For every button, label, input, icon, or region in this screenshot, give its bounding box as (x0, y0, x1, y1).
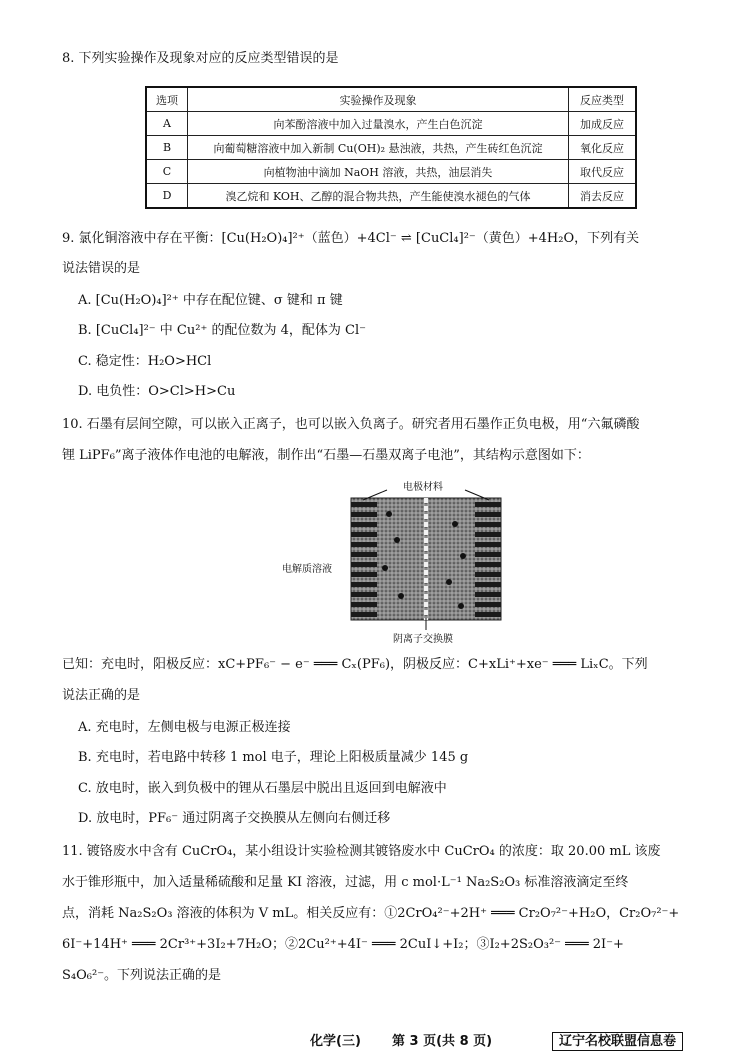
q9-stem-line2: 说法错误的是 (62, 261, 141, 276)
table-header-row (146, 87, 636, 112)
q11-line4: 6I⁻+14H⁺ ═══ 2Cr³⁺+3I₂+7H₂O；②2Cu²⁺+4I⁻ ═══ 2CuI↓+I₂；③I₂+2S₂O₃²⁻ ═══ 2I⁻+ (62, 937, 624, 952)
table-row (146, 160, 636, 184)
table-cell: D (146, 184, 188, 209)
footer-brand: 辽宁名校联盟信息卷 (552, 1032, 683, 1051)
q9-option-d: D. 电负性：O>Cl>H>Cu (78, 384, 236, 399)
q9-option-c: C. 稳定性：H₂O>HCl (78, 354, 212, 369)
q10-option-b: B. 充电时，若电路中转移 1 mol 电子，理论上阳极质量减少 145 g (78, 750, 469, 765)
q10-stem-line1: 10. 石墨有层间空隙，可以嵌入正离子，也可以嵌入负离子。研究者用石墨作正负电极，用“六氟磷酸 (62, 417, 640, 432)
q9-option-a: A. [Cu(H₂O)₄]²⁺ 中存在配位键、σ 键和 π 键 (78, 293, 343, 308)
q11-line3: 点，消耗 Na₂S₂O₃ 溶液的体积为 V mL。相关反应有：①2CrO₄²⁻+2H⁺ ═══ Cr₂O₇²⁻+H₂O，Cr₂O₇²⁻+ (62, 906, 680, 921)
table-header: 反应类型 (569, 87, 637, 112)
table-cell: 溴乙烷和 KOH、乙醇的混合物共热，产生能使溴水褪色的气体 (188, 184, 569, 209)
table-header: 选项 (146, 87, 188, 112)
q11-line2: 水于锥形瓶中，加入适量稀硫酸和足量 KI 溶液，过滤，用 c mol·L⁻¹ Na₂S₂O₃ 标准溶液滴定至终 (62, 875, 629, 890)
footer-subject: 化学(三) (310, 1034, 361, 1049)
q10-option-a: A. 充电时，左侧电极与电源正极连接 (78, 720, 291, 735)
table-cell: 向植物油中滴加 NaOH 溶液，共热，油层消失 (188, 160, 569, 184)
table-cell: A (146, 112, 188, 136)
table-cell: 氧化反应 (569, 136, 637, 160)
q10-stem-line2: 锂 LiPF₆”离子液体作电池的电解液，制作出“石墨—石墨双离子电池”，其结构示意图如下： (62, 448, 590, 463)
label-electrolyte: 电解质溶液 (282, 564, 332, 575)
battery-diagram-graphic (345, 478, 515, 643)
table-row (146, 112, 636, 136)
footer-page-number: 第 3 页(共 8 页) (392, 1034, 493, 1049)
table-cell: 加成反应 (569, 112, 637, 136)
table-row (146, 184, 636, 209)
q8-stem: 8. 下列实验操作及现象对应的反应类型错误的是 (62, 51, 339, 66)
table-cell: 消去反应 (569, 184, 637, 209)
q9-option-b: B. [CuCl₄]²⁻ 中 Cu²⁺ 的配位数为 4，配体为 Cl⁻ (78, 323, 366, 338)
table-cell: B (146, 136, 188, 160)
q10-option-c: C. 放电时，嵌入到负极中的锂从石墨层中脱出且返回到电解液中 (78, 781, 447, 796)
q10-known-line1: 已知：充电时，阳极反应：xC+PF₆⁻ − e⁻ ═══ Cₓ(PF₆)，阴极反应：C+xLi⁺+xe⁻ ═══ LiₓC。下列 (62, 657, 648, 672)
label-electrode-material: 电极材料 (403, 482, 443, 493)
footer-brand-box (552, 1030, 683, 1049)
table-row (146, 136, 636, 160)
q8-table (145, 86, 637, 209)
q10-known-line2: 说法正确的是 (62, 688, 141, 703)
q11-line5: S₄O₆²⁻。下列说法正确的是 (62, 968, 222, 983)
table-cell: C (146, 160, 188, 184)
q10-option-d: D. 放电时，PF₆⁻ 通过阴离子交换膜从左侧向右侧迁移 (78, 811, 391, 826)
table-cell: 向苯酚溶液中加入过量溴水，产生白色沉淀 (188, 112, 569, 136)
q11-line1: 11. 镀铬废水中含有 CuCrO₄，某小组设计实验检测其镀铬废水中 CuCrO₄ 的浓度：取 20.00 mL 该废 (62, 844, 661, 859)
table-cell: 取代反应 (569, 160, 637, 184)
battery-diagram (345, 478, 515, 643)
q9-stem-line1: 9. 氯化铜溶液中存在平衡：[Cu(H₂O)₄]²⁺（蓝色）+4Cl⁻ ⇌ [CuCl₄]²⁻（黄色）+4H₂O，下列有关 (62, 231, 640, 246)
label-anion-membrane: 阴离子交换膜 (393, 634, 453, 645)
table-header: 实验操作及现象 (188, 87, 569, 112)
table-cell: 向葡萄糖溶液中加入新制 Cu(OH)₂ 悬浊液，共热，产生砖红色沉淀 (188, 136, 569, 160)
